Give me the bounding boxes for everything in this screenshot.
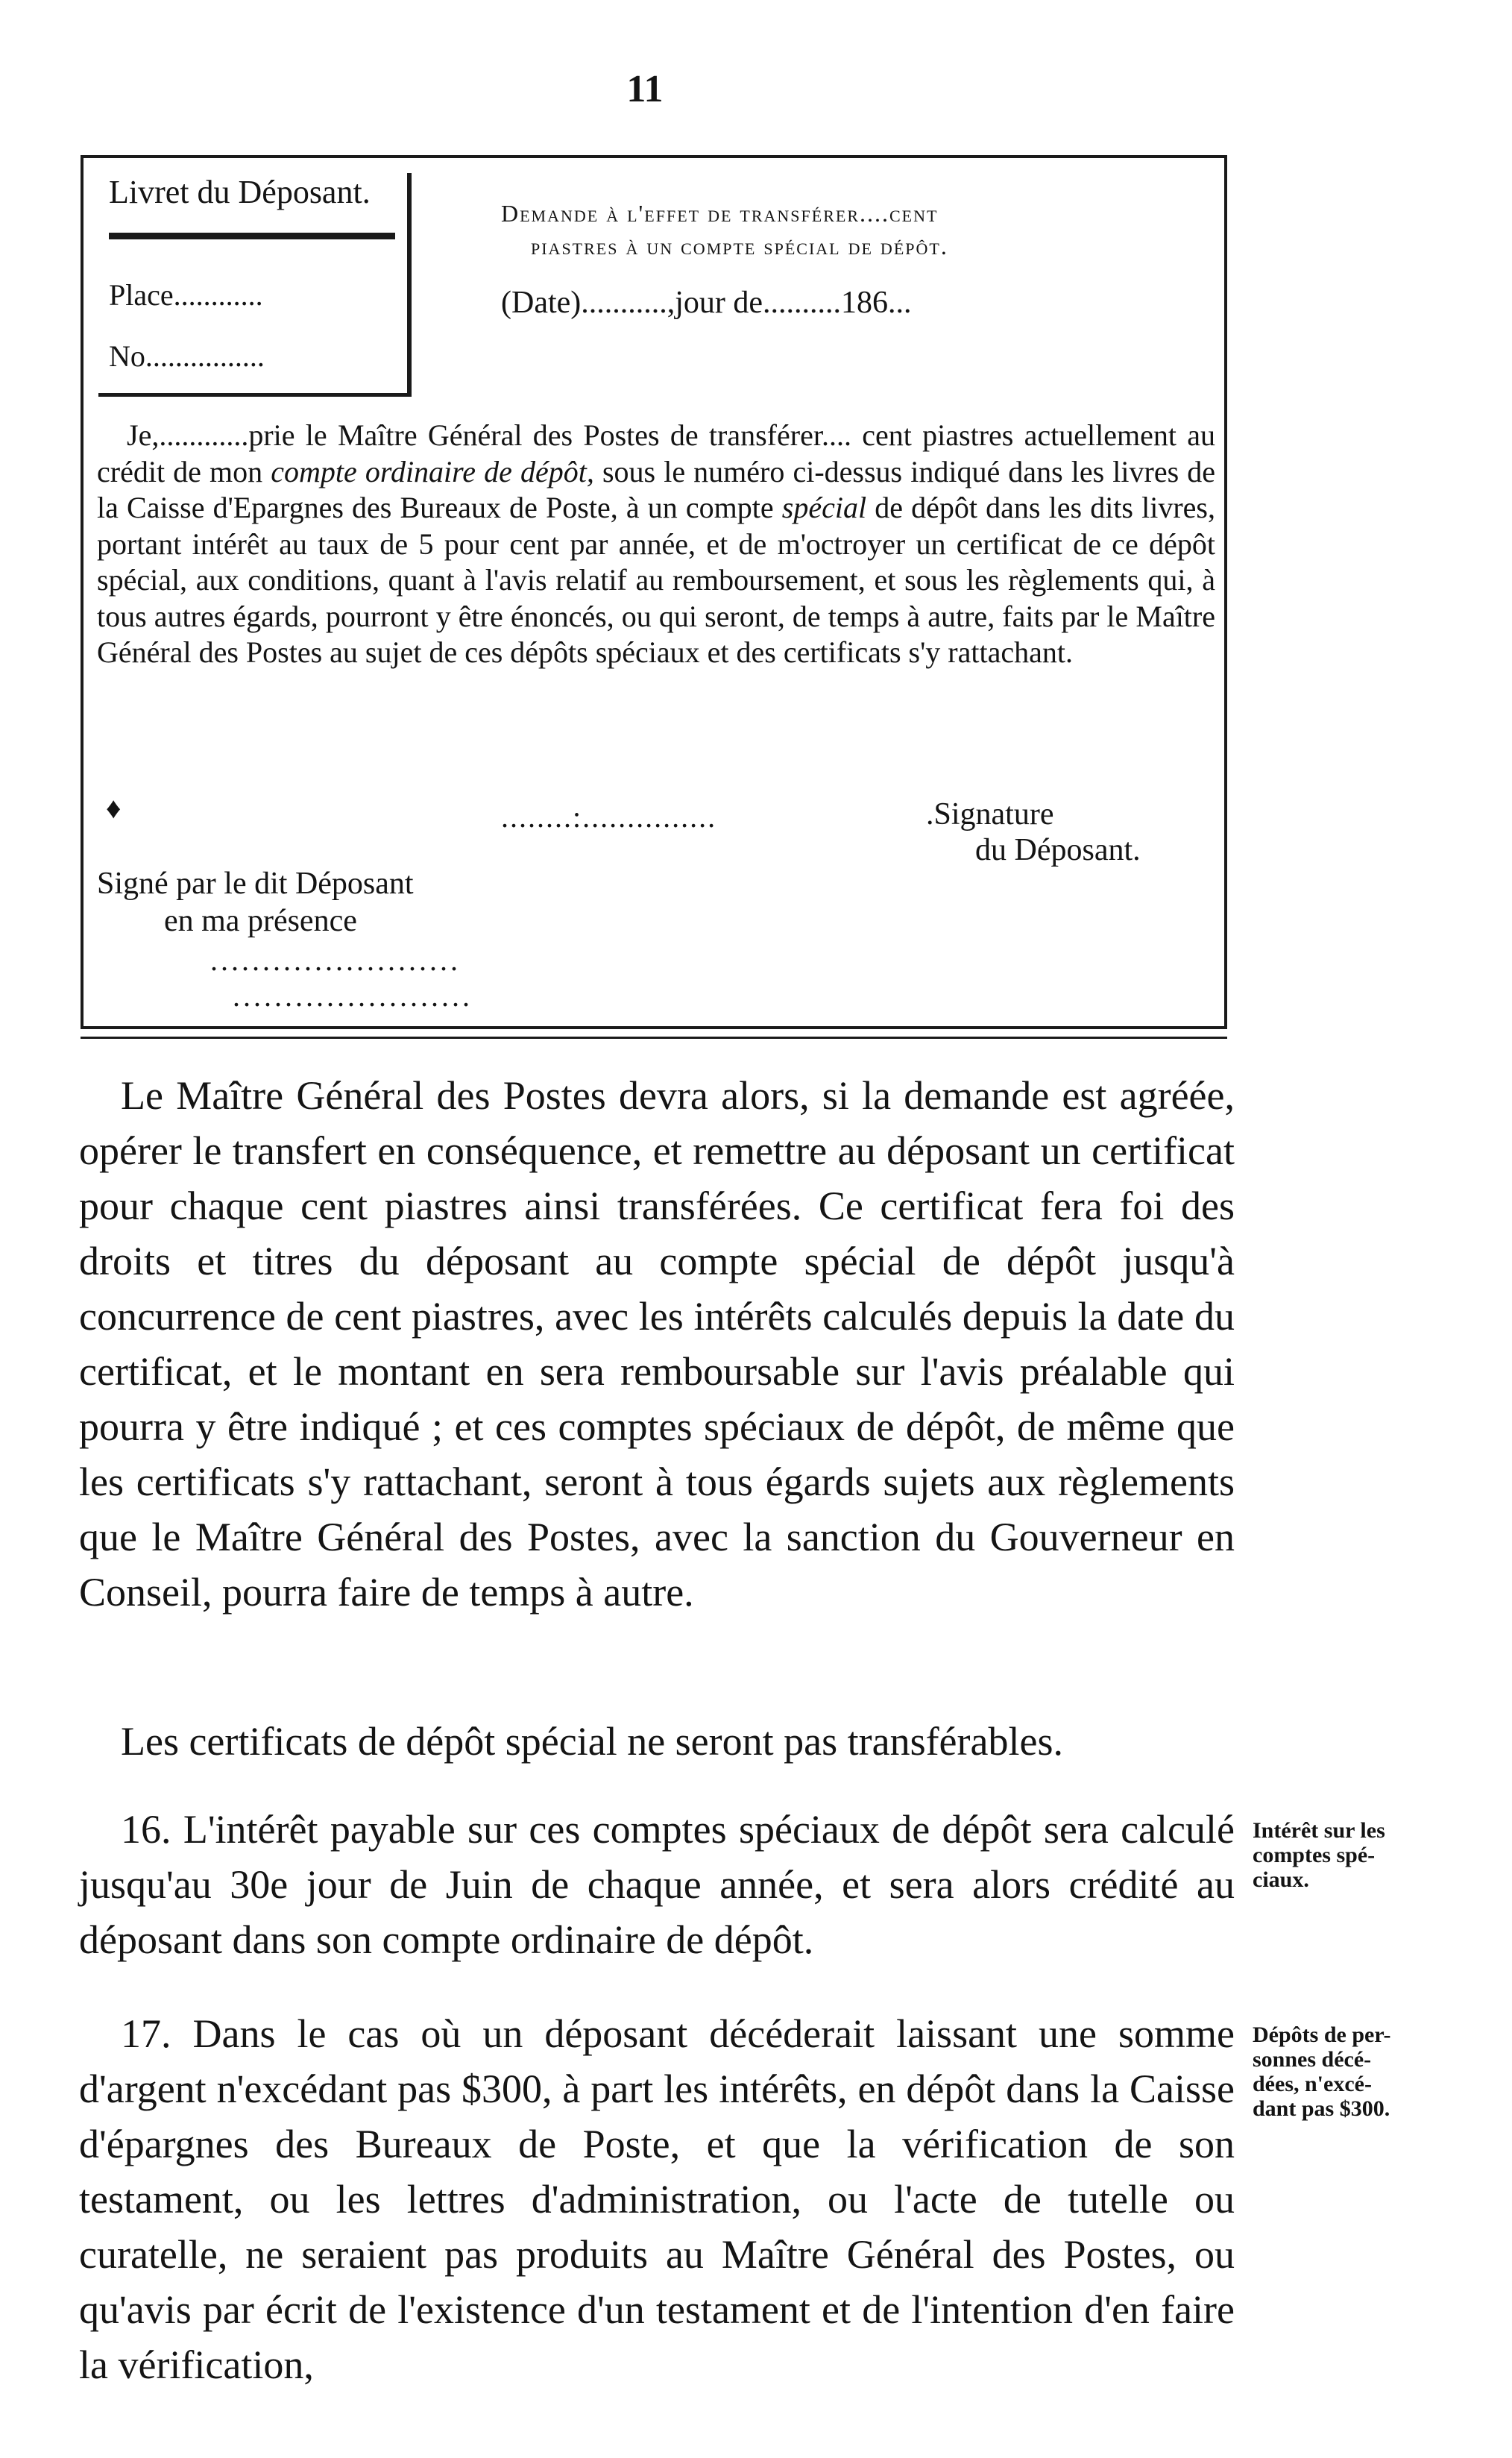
form-body-part2: sous le numéro ci-dessus indiqué dans les livres de la Caisse d'Epargnes des Bureaux de Poste, à un compte: [97, 454, 1216, 524]
form-body-part3: de dépôt dans les dits livres, portant intérêt au taux de 5 pour cent par année, et de m'octroyer un certificat de ce dépôt spécial, aux conditions, quant à l'avis relatif au remboursement, et sous les règlements qui, à tous autres égards, pourront y être énoncés, ou qui seront, de temps à autre, faits par le Maître Général des Postes au sujet de ces dépôts spéciaux et des certificats s'y rattachant.: [97, 491, 1215, 669]
witness-dots-line1: ........................: [210, 943, 461, 977]
margin-note-interest: [1253, 1818, 1491, 1892]
body-paragraph-4-text: 17. Dans le cas où un déposant décéderait laissant une somme d'argent n'excédant pas $300, à part les intérêts, en dépôt dans la Caisse d'épargnes des Bureaux de Poste, et que la vérification de son testament, ou les lettres d'administration, ou l'acte de tutelle ou curatelle, ne seraient pas produits au Maître Général des Postes, ou qu'avis par écrit de l'existence d'un testament et de l'intention d'en faire la vérification,: [79, 2011, 1235, 2387]
form-box-underline: [81, 1037, 1227, 1039]
form-body-italic1: compte ordinaire de dépôt,: [271, 454, 594, 488]
margin-note-deposits-line1: Dépôts de per-: [1253, 2022, 1391, 2047]
body-paragraph-1-text: Le Maître Général des Postes devra alors, si la demande est agréée, opérer le transfert en conséquence, et remettre au déposant un certificat pour chaque cent piastres ainsi transférées. Ce certificat fera foi des droits et titres du déposant au compte spécial de dépôt jusqu'à concurrence de cent piastres, avec les intérêts calculés depuis la date du certificat, et le montant en sera remboursable sur l'avis préalable qui pourra y être indiqué ; et ces comptes spéciaux de dépôt, de même que les certificats s'y rattachant, seront à tous égards sujets aux règlements que le Maître Général des Postes, avec la sanction du Gouverneur en Conseil, pourra faire de temps à autre.: [79, 1073, 1235, 1615]
margin-note-deposits-line2: sonnes décé-: [1253, 2047, 1372, 2072]
margin-note-interest-line3: ciaux.: [1253, 1867, 1309, 1892]
body-paragraph-3: [79, 1802, 1235, 1967]
form-body-text: [97, 418, 1215, 671]
witness-line2: en ma présence: [164, 904, 357, 938]
margin-note-interest-line2: comptes spé-: [1253, 1843, 1376, 1867]
form-body-italic2: spécial: [781, 491, 867, 524]
body-paragraph-2-text: Les certificats de dépôt spécial ne seront pas transférables.: [121, 1719, 1063, 1764]
margin-note-deposits-line4: dant pas $300.: [1253, 2096, 1390, 2121]
form-body-part1: Je,............prie le Maître Général des Postes de transférer.... cent piastres actuellement au crédit de mon: [97, 418, 1215, 488]
witness-line1: Signé par le dit Déposant: [97, 867, 414, 901]
signature-label-line1: .Signature: [926, 797, 1054, 832]
request-title: [501, 197, 948, 263]
body-paragraph-2: [79, 1714, 1235, 1769]
request-title-line1: Demande à l'effet de transférer....cent: [501, 200, 939, 227]
body-paragraph-3-text: 16. L'intérêt payable sur ces comptes spéciaux de dépôt sera calculé jusqu'au 30e jour de Juin de chaque année, et sera alors crédité au déposant dans son compte ordinaire de dépôt.: [79, 1807, 1235, 1962]
margin-note-deposits-line3: dées, n'excé-: [1253, 2072, 1372, 2096]
margin-note-interest-line1: Intérêt sur les: [1253, 1818, 1385, 1843]
depositor-box-rule: [109, 233, 395, 239]
page-number: 11: [626, 68, 664, 110]
request-title-line2: piastres à un compte spécial de dépôt.: [531, 233, 948, 260]
witness-block: [97, 865, 414, 940]
deposit-transfer-form: [81, 155, 1227, 1029]
signature-mark: ♦: [106, 791, 122, 825]
place-field: Place............: [109, 278, 263, 312]
depositor-passbook-box: [98, 173, 412, 397]
form-body-paragraph: [97, 418, 1215, 671]
depositor-box-title: Livret du Déposant.: [109, 174, 371, 210]
date-line: (Date)...........,jour de..........186...: [501, 286, 912, 320]
body-paragraph-1: [79, 1068, 1235, 1620]
signature-label-line2: du Déposant.: [975, 833, 1141, 867]
signature-dots: ........:...............: [501, 800, 717, 834]
number-field: No................: [109, 339, 265, 373]
body-paragraph-4: [79, 2006, 1235, 2392]
witness-dots-line2: .......................: [233, 979, 473, 1013]
margin-note-deposits: [1253, 2022, 1491, 2121]
signature-label: [926, 796, 1141, 868]
